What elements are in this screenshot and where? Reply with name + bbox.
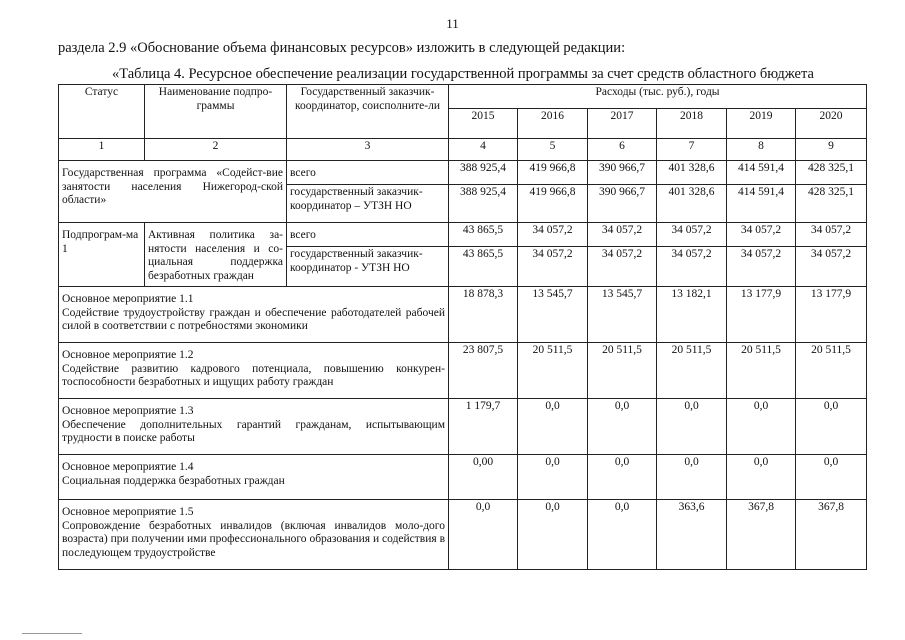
value-cell: 419 966,8: [518, 161, 588, 185]
measure-title: Основное мероприятие 1.5: [62, 506, 194, 518]
header-status: Статус: [59, 85, 145, 139]
measure-title: Основное мероприятие 1.3: [62, 405, 194, 417]
value-cell: 34 057,2: [727, 247, 796, 287]
value-cell: 0,0: [727, 399, 796, 455]
value-cell: 0,0: [588, 399, 657, 455]
column-number: 2: [145, 139, 287, 161]
subprogram-name: Активная политика за-нятости населения и со-циальная поддержка безработных граждан: [145, 223, 287, 287]
value-cell: 390 966,7: [588, 161, 657, 185]
value-cell: 414 591,4: [727, 161, 796, 185]
value-cell: 0,0: [657, 399, 727, 455]
measure-title: Основное мероприятие 1.1: [62, 293, 194, 305]
measure-description: [59, 399, 449, 455]
value-cell: 13 177,9: [796, 287, 867, 343]
value-cell: 43 865,5: [449, 223, 518, 247]
page-number: 11: [446, 16, 459, 31]
value-cell: 20 511,5: [588, 343, 657, 399]
value-cell: 0,0: [518, 399, 588, 455]
value-cell: 34 057,2: [518, 247, 588, 287]
value-cell: 13 177,9: [727, 287, 796, 343]
column-number: 5: [518, 139, 588, 161]
value-cell: 0,0: [449, 500, 518, 570]
measure-text: Сопровождение безработных инвалидов (включая инвалидов моло-дого возраста) при получении ими профессионального образования и содействия в последующем трудоустройстве: [62, 519, 445, 559]
customer-coordinator: государственный заказчик-координатор – УТЗН НО: [287, 185, 449, 223]
header-year: 2019: [727, 109, 796, 139]
value-cell: 18 878,3: [449, 287, 518, 343]
value-cell: 13 545,7: [518, 287, 588, 343]
value-cell: 0,0: [727, 455, 796, 500]
value-cell: 34 057,2: [796, 223, 867, 247]
header-year: 2015: [449, 109, 518, 139]
intro-paragraph: раздела 2.9 «Обоснование объема финансовых ресурсов» изложить в следующей редакции:: [58, 40, 626, 56]
column-number: 4: [449, 139, 518, 161]
value-cell: 34 057,2: [657, 247, 727, 287]
value-cell: 401 328,6: [657, 161, 727, 185]
measure-text: Социальная поддержка безработных граждан: [62, 474, 285, 487]
value-cell: 1 179,7: [449, 399, 518, 455]
header-customer: Государственный заказчик-координатор, соисполните-ли: [287, 85, 449, 139]
header-year: 2020: [796, 109, 867, 139]
value-cell: 401 328,6: [657, 185, 727, 223]
value-cell: 34 057,2: [727, 223, 796, 247]
column-number: 6: [588, 139, 657, 161]
value-cell: 34 057,2: [796, 247, 867, 287]
value-cell: 388 925,4: [449, 185, 518, 223]
value-cell: 0,0: [518, 455, 588, 500]
column-number: 3: [287, 139, 449, 161]
measure-description: [59, 343, 449, 399]
value-cell: 20 511,5: [727, 343, 796, 399]
customer-coordinator: государственный заказчик-координатор - УТЗН НО: [287, 247, 449, 287]
value-cell: 23 807,5: [449, 343, 518, 399]
customer-total: всего: [287, 161, 449, 185]
value-cell: 0,0: [588, 500, 657, 570]
customer-total: всего: [287, 223, 449, 247]
header-year: 2017: [588, 109, 657, 139]
value-cell: 419 966,8: [518, 185, 588, 223]
value-cell: 20 511,5: [518, 343, 588, 399]
column-number: 1: [59, 139, 145, 161]
measure-description: [59, 287, 449, 343]
value-cell: 20 511,5: [657, 343, 727, 399]
value-cell: 0,0: [518, 500, 588, 570]
value-cell: 388 925,4: [449, 161, 518, 185]
measure-text: Обеспечение дополнительных гарантий гражданам, испытывающим трудности в поиске работы: [62, 418, 445, 444]
header-year: 2018: [657, 109, 727, 139]
value-cell: 13 182,1: [657, 287, 727, 343]
table-caption: «Таблица 4. Ресурсное обеспечение реализации государственной программы за счет средств областного бюджета: [112, 66, 814, 82]
measure-description: [59, 500, 449, 570]
value-cell: 414 591,4: [727, 185, 796, 223]
value-cell: 34 057,2: [657, 223, 727, 247]
value-cell: 0,00: [449, 455, 518, 500]
footnote-divider: [22, 633, 82, 634]
header-subprogram: Наименование подпро-граммы: [145, 85, 287, 139]
value-cell: 34 057,2: [588, 223, 657, 247]
value-cell: 34 057,2: [518, 223, 588, 247]
column-number: 9: [796, 139, 867, 161]
measure-text: Содействие развитию кадрового потенциала, повышению конкурен-тоспособности безработных и ищущих работу граждан: [62, 362, 445, 388]
header-year: 2016: [518, 109, 588, 139]
program-name: Государственная программа «Содейст-вие занятости населения Нижегород-ской области»: [59, 161, 287, 223]
value-cell: 367,8: [796, 500, 867, 570]
column-number: 8: [727, 139, 796, 161]
value-cell: 20 511,5: [796, 343, 867, 399]
subprogram-status: Подпрограм-ма 1: [59, 223, 145, 287]
value-cell: 0,0: [796, 455, 867, 500]
measure-title: Основное мероприятие 1.4: [62, 461, 194, 473]
value-cell: 363,6: [657, 500, 727, 570]
resource-table: [58, 84, 867, 570]
measure-description: [59, 455, 449, 500]
value-cell: 13 545,7: [588, 287, 657, 343]
measure-text: Содействие трудоустройству граждан и обеспечение работодателей рабочей силой в соответствии с потребностями экономики: [62, 306, 445, 332]
value-cell: 0,0: [796, 399, 867, 455]
header-expenses: Расходы (тыс. руб.), годы: [449, 85, 867, 109]
value-cell: 0,0: [657, 455, 727, 500]
column-number: 7: [657, 139, 727, 161]
value-cell: 390 966,7: [588, 185, 657, 223]
value-cell: 34 057,2: [588, 247, 657, 287]
value-cell: 367,8: [727, 500, 796, 570]
measure-title: Основное мероприятие 1.2: [62, 349, 194, 361]
value-cell: 428 325,1: [796, 185, 867, 223]
value-cell: 0,0: [588, 455, 657, 500]
value-cell: 43 865,5: [449, 247, 518, 287]
value-cell: 428 325,1: [796, 161, 867, 185]
